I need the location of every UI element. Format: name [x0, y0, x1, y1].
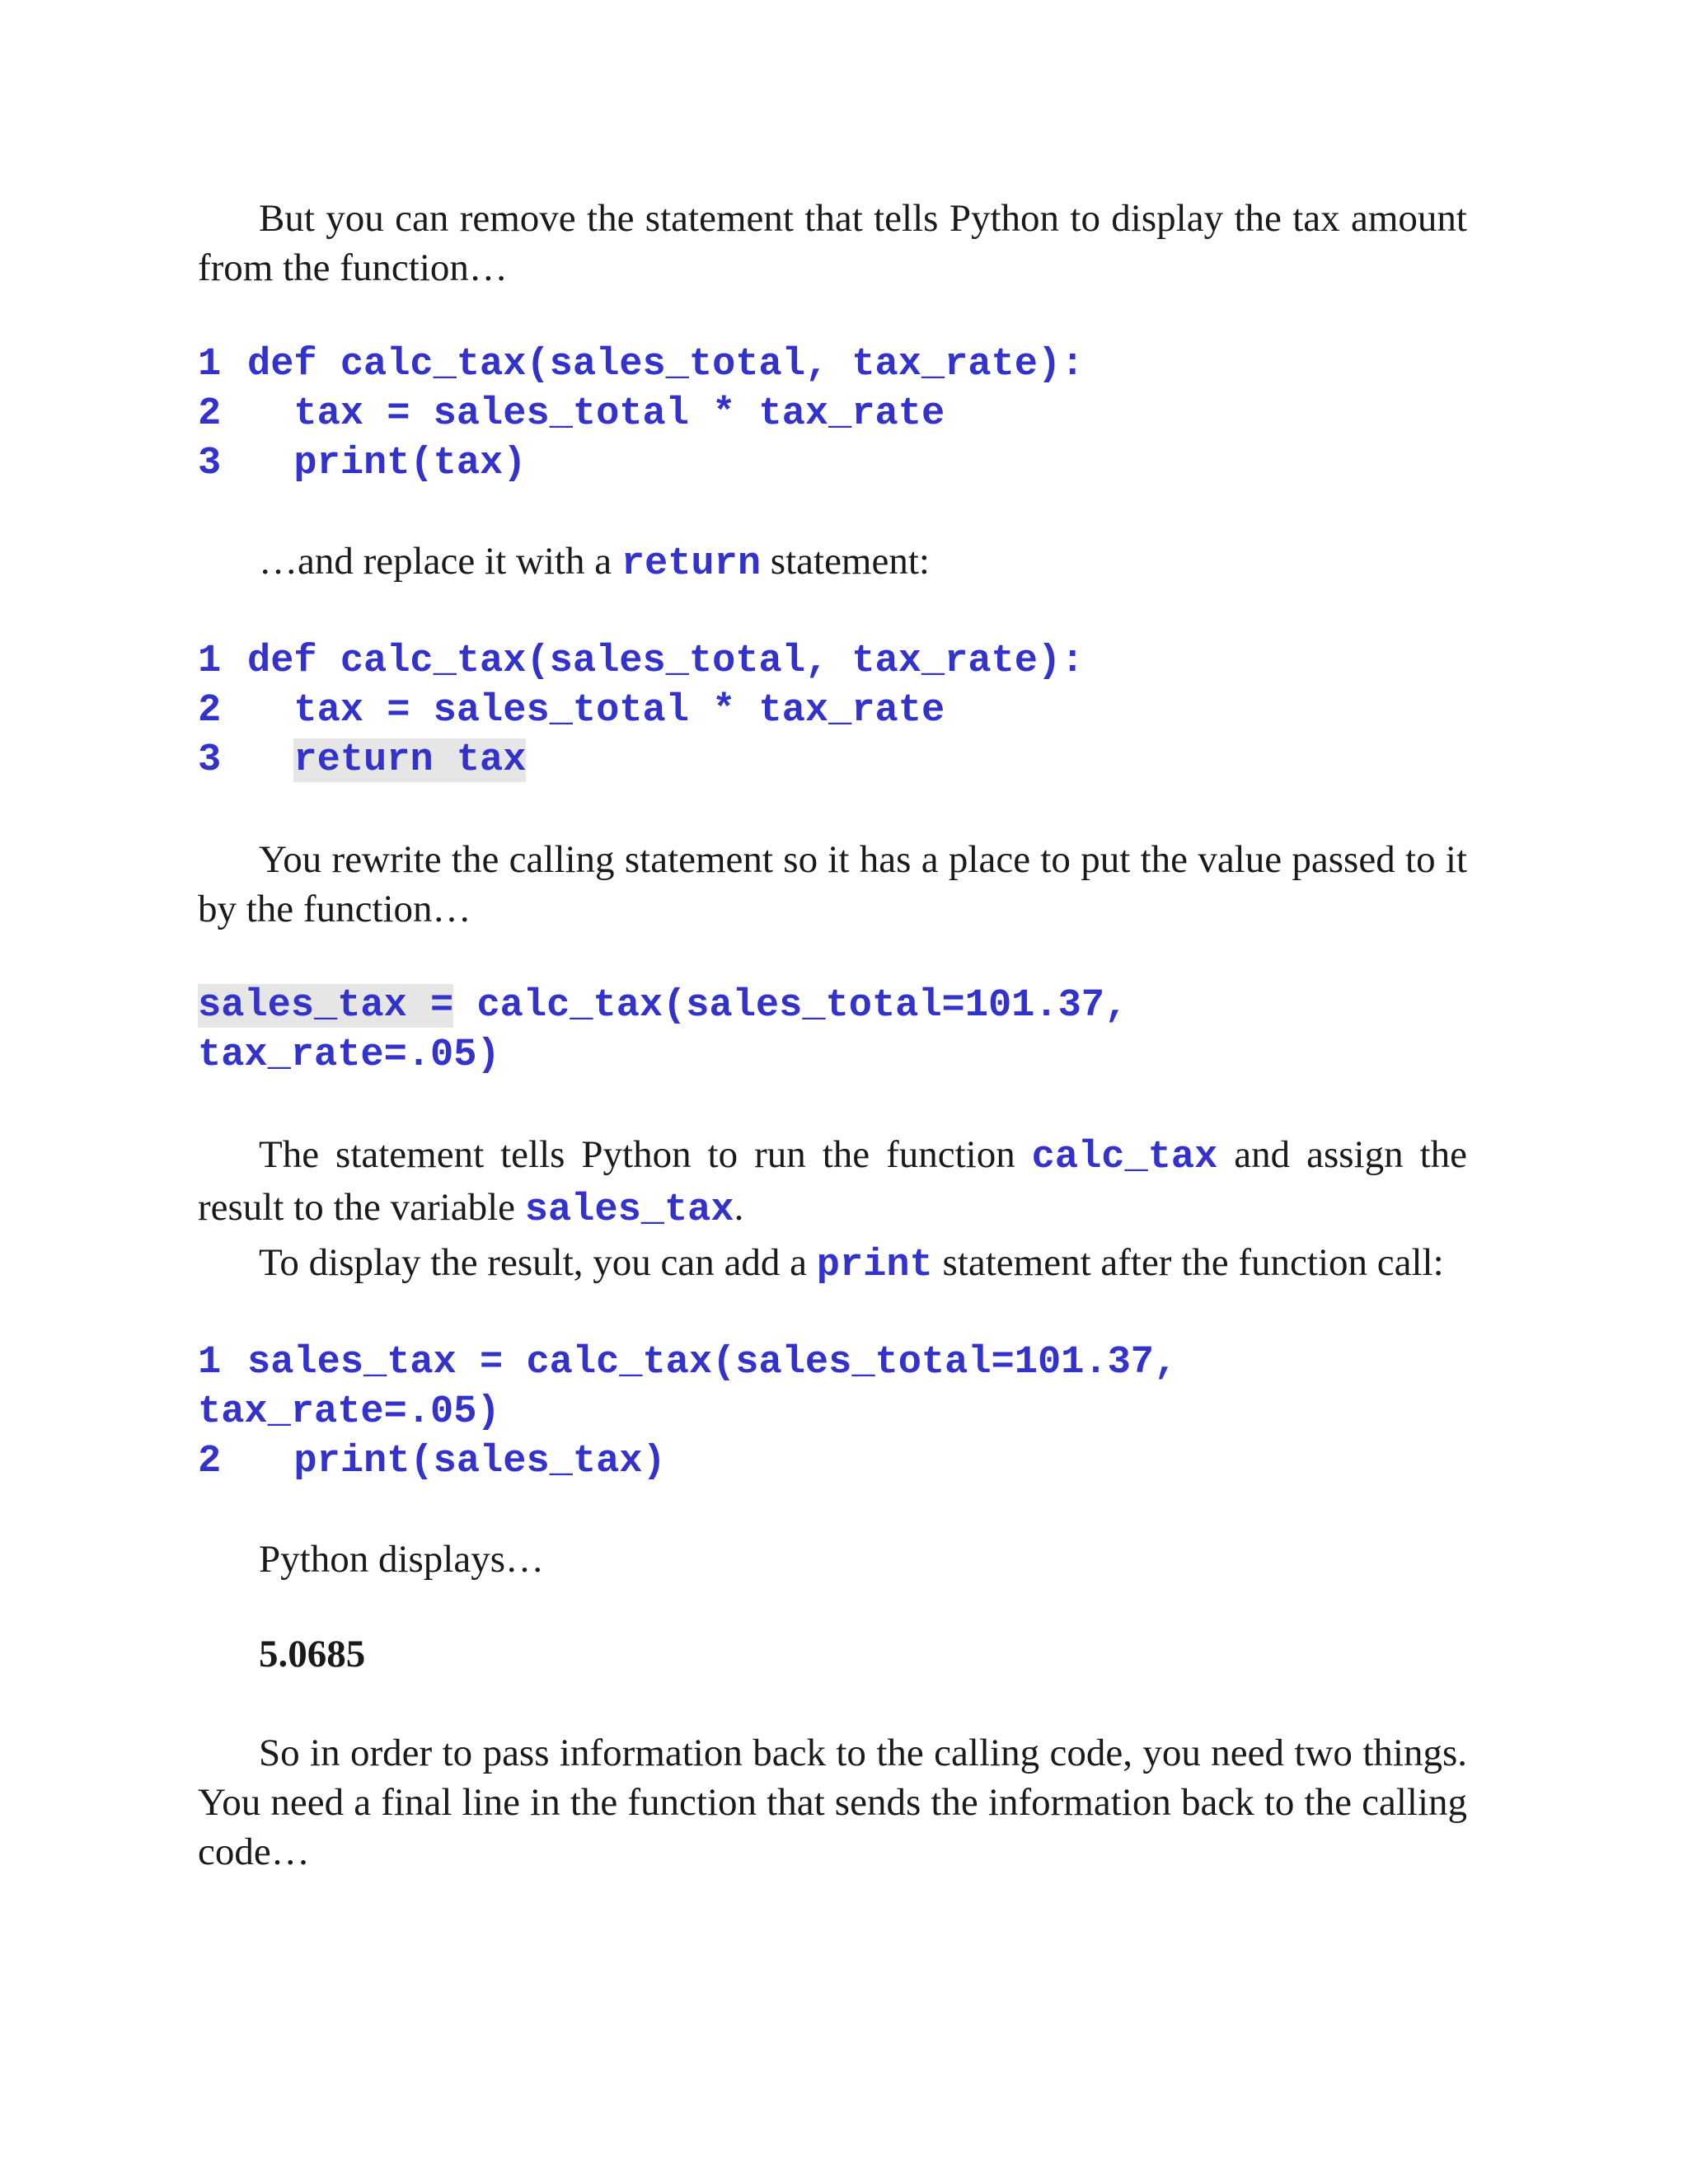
text-run: To display the result, you can add a [259, 1241, 817, 1284]
paragraph-replace-with-return [198, 537, 1467, 589]
line-number: 3 [198, 442, 222, 485]
text-run: statement: [761, 540, 930, 583]
code-line: def calc_tax(sales_total, tax_rate): [247, 343, 1085, 387]
line-number: 2 [198, 689, 222, 733]
paragraph-conclusion: So in order to pass information back to the calling code, you need two things. You need a final line in the function that sends the information back to the calling code… [198, 1732, 1467, 1873]
code-line: tax_rate=.05) [198, 1390, 500, 1434]
inline-code-return: return [621, 542, 762, 586]
code-line: calc_tax(sales_total=101.37, [453, 984, 1128, 1028]
highlighted-code-line: return tax [293, 738, 527, 782]
code-line: sales_tax = calc_tax(sales_total=101.37, [247, 1341, 1178, 1385]
code-line: print(tax) [293, 442, 527, 485]
paragraph-statement-explanation [198, 1130, 1467, 1235]
code-block-return-version [198, 637, 1467, 785]
text-run: …and replace it with a [259, 540, 621, 583]
code-line: print(sales_tax) [293, 1440, 666, 1483]
document-page [198, 194, 1467, 1877]
line-number: 2 [198, 1440, 222, 1483]
highlighted-assignment: sales_tax = [198, 984, 454, 1028]
line-number: 3 [198, 738, 222, 782]
line-number: 1 [198, 343, 222, 387]
inline-code-sales-tax: sales_tax [524, 1188, 734, 1232]
code-line: def calc_tax(sales_total, tax_rate): [247, 640, 1085, 683]
code-line: tax_rate=.05) [198, 1033, 500, 1077]
text-run: statement after the function call: [932, 1241, 1444, 1284]
code-line: tax = sales_total * tax_rate [293, 392, 945, 436]
text-run: . [734, 1186, 744, 1229]
program-output: 5.0685 [259, 1633, 366, 1675]
line-number: 1 [198, 640, 222, 683]
line-number: 2 [198, 392, 222, 436]
code-line: tax = sales_total * tax_rate [293, 689, 945, 733]
paragraph-display-result [198, 1238, 1467, 1291]
code-block-print-version [198, 340, 1467, 489]
inline-code-calc-tax: calc_tax [1031, 1136, 1218, 1179]
paragraph-python-displays: Python displays… [259, 1538, 545, 1581]
text-run: and assign the result to the variable [198, 1133, 1467, 1229]
inline-code-print: print [816, 1244, 933, 1287]
line-number: 1 [198, 1341, 222, 1385]
code-block-calling-statement [198, 982, 1467, 1080]
paragraph-remove-statement: But you can remove the statement that tells Python to display the tax amount from the function… [198, 197, 1467, 289]
paragraph-rewrite-calling: You rewrite the calling statement so it has a place to put the value passed to it by the function… [198, 838, 1467, 930]
code-block-print-result [198, 1338, 1467, 1487]
text-run: The statement tells Python to run the function [259, 1133, 1032, 1176]
